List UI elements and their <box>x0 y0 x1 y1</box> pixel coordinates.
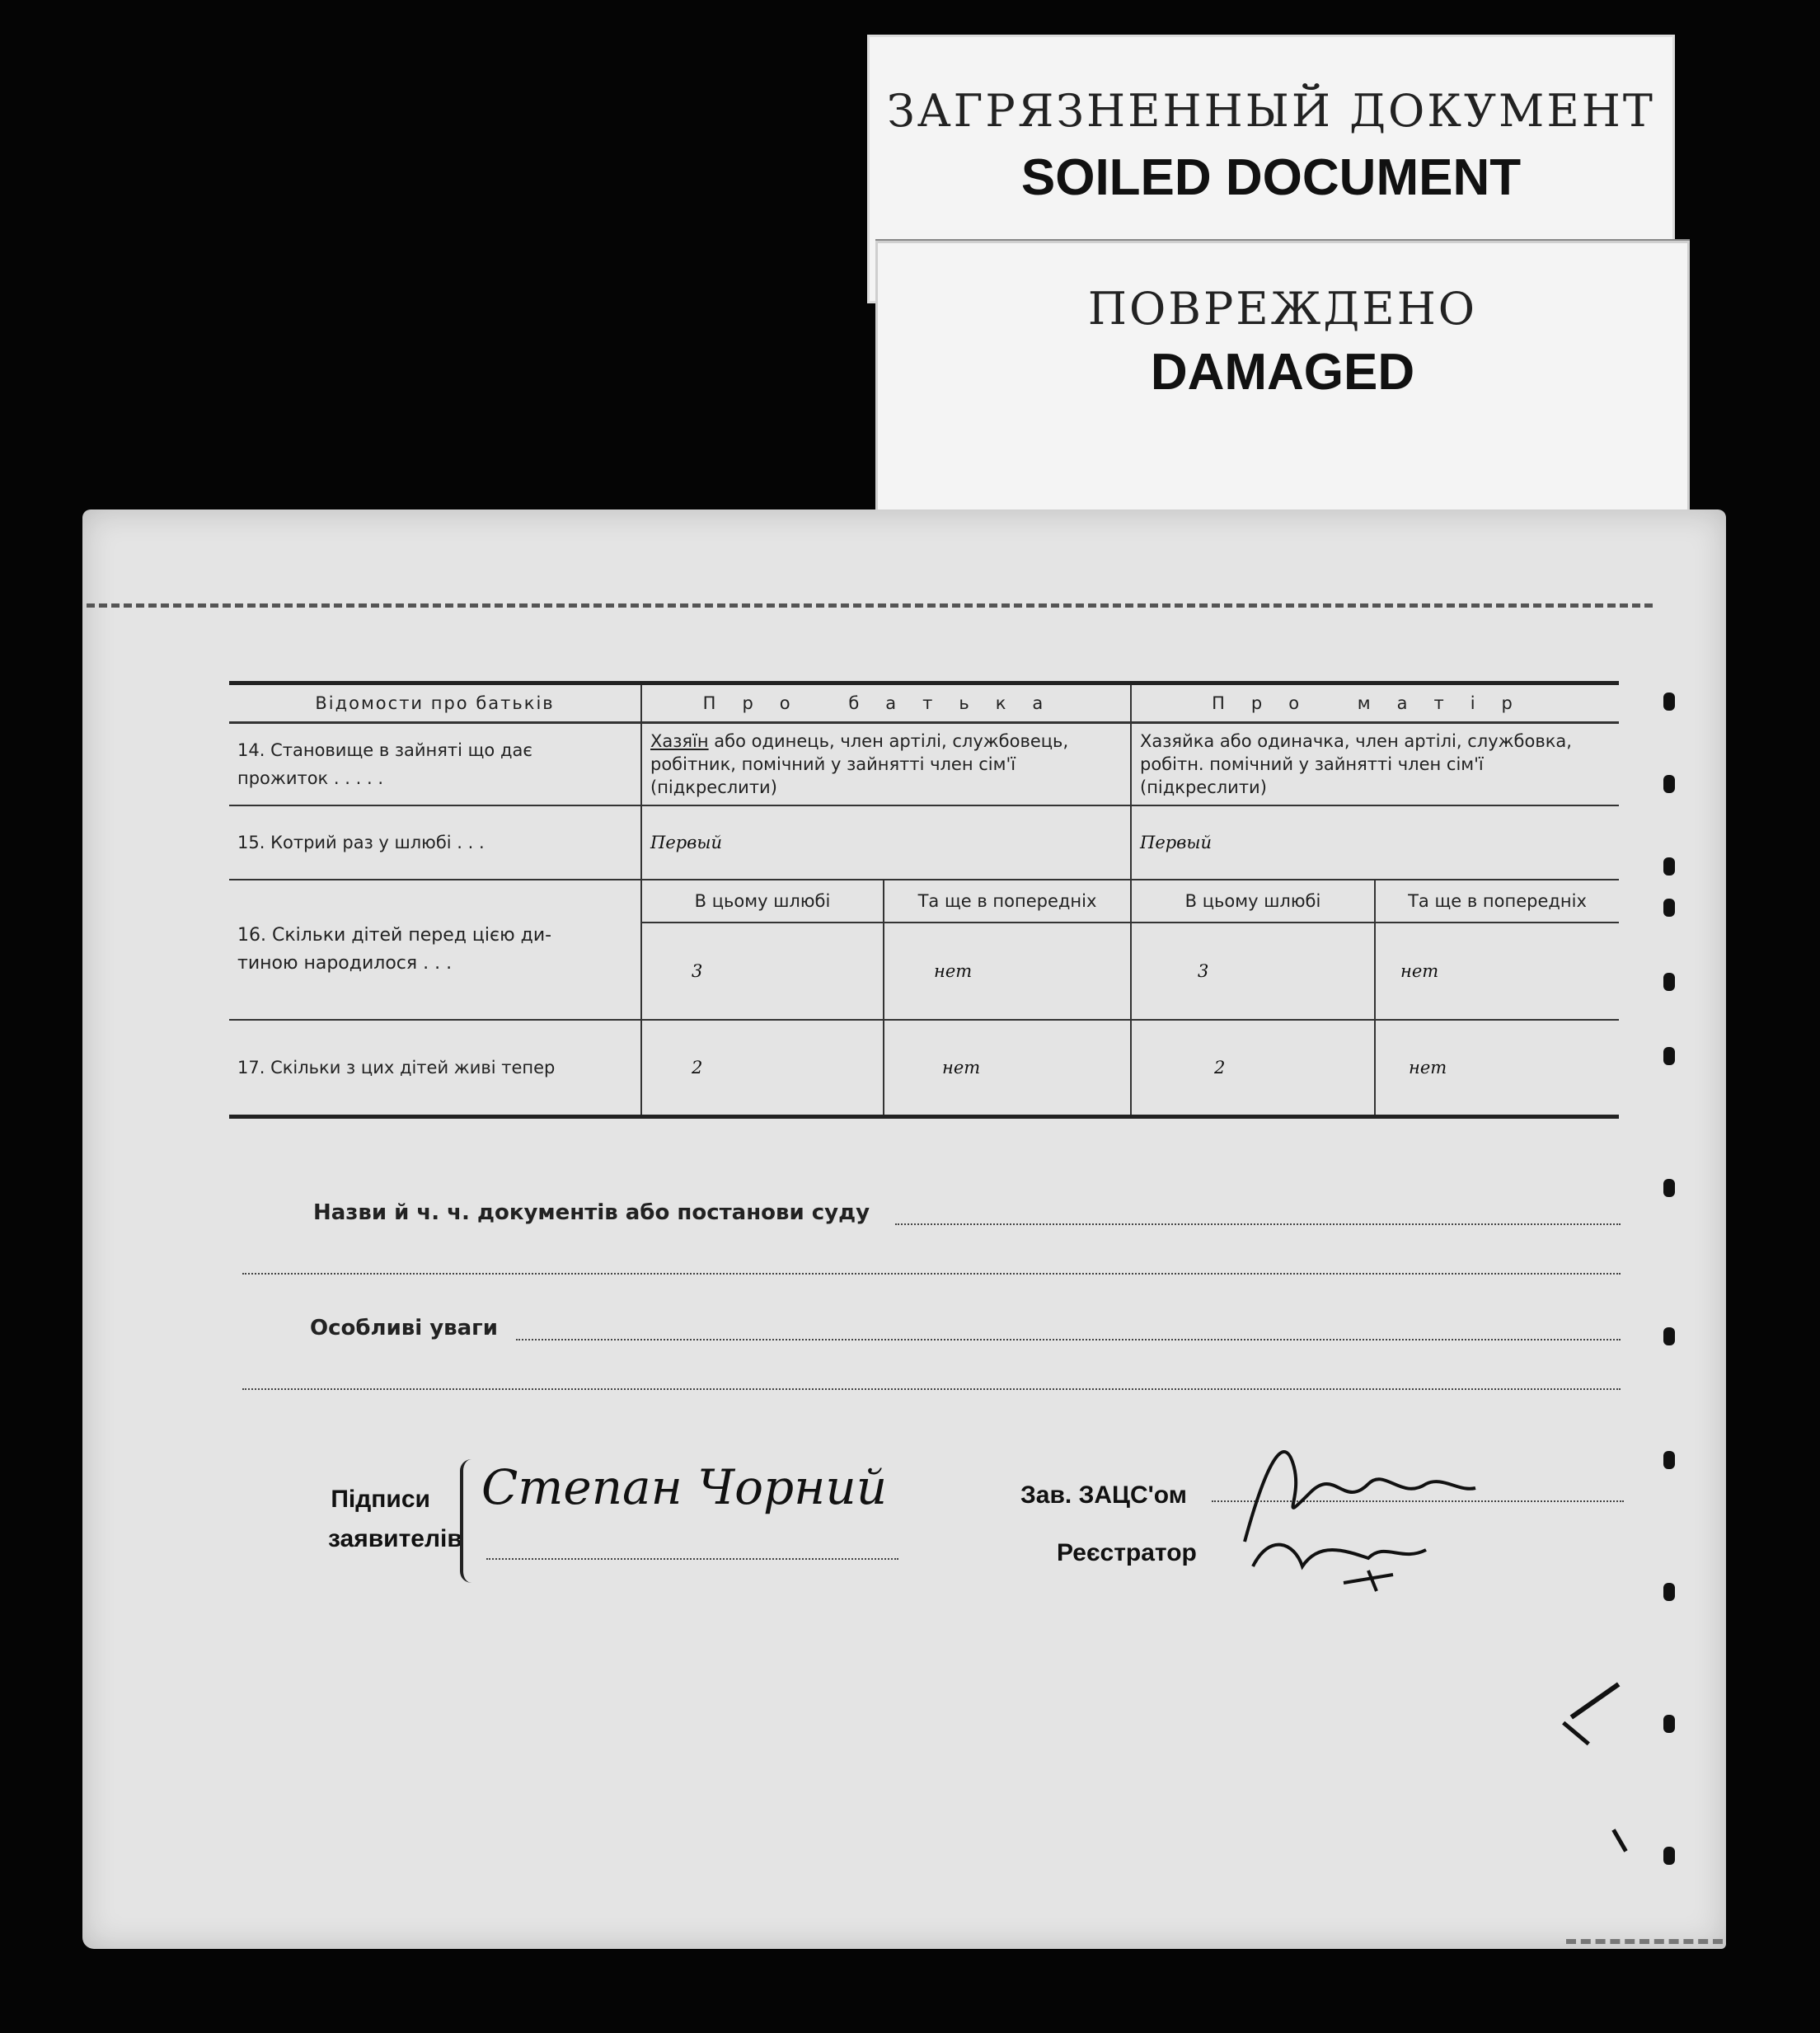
row16-label: 16. Скільки дітей перед цією ди- тиною народилося . . . <box>229 880 641 1020</box>
father-selected-option: Хазяїн <box>650 730 709 751</box>
row17-mother-this: 2 <box>1131 1020 1375 1117</box>
documents-label: Назви й ч. ч. документів або постанови суду <box>313 1200 870 1225</box>
applicant-signature-line <box>486 1558 898 1560</box>
sub-father-this-marriage: В цьому шлюбі <box>641 880 884 923</box>
parents-info-table <box>229 681 1619 1119</box>
row17-label: 17. Скільки з цих дітей живі тепер <box>229 1020 641 1117</box>
row14-label: 14. Становище в зайняті що дає прожиток . . . . . <box>229 723 641 805</box>
row16-mother-this: 3 <box>1131 923 1375 1020</box>
signatures-brace <box>460 1459 476 1583</box>
registrar-label: Реєстратор <box>1057 1539 1197 1566</box>
row16-father-this: 3 <box>641 923 884 1020</box>
row16-father-prev: нет <box>884 923 1131 1020</box>
perforation-line <box>87 603 1653 608</box>
soiled-label-ru: ЗАГРЯЗНЕННЫЙ ДОКУМЕНТ <box>887 85 1655 137</box>
sub-father-previous: Та ще в попередніх <box>884 880 1131 923</box>
header-about-father: Про батька <box>641 683 1131 723</box>
bottom-perforation <box>1566 1939 1723 1944</box>
header-about-mother: Про матір <box>1131 683 1619 723</box>
binding-holes <box>1663 693 1680 1880</box>
row14-mother-options: Хазяйка або одиначка, член артілі, службовка, робітн. помічний у зайнятті член сім'ї (підкреслити) <box>1131 723 1619 805</box>
row16-mother-prev: нет <box>1375 923 1619 1020</box>
header-parents-info: Відомости про батьків <box>229 683 641 723</box>
row15-label: 15. Котрий раз у шлюбі . . . <box>229 805 641 880</box>
row17-father-this: 2 <box>641 1020 884 1117</box>
row17-mother-prev: нет <box>1375 1020 1619 1117</box>
row15-father-value: Первый <box>641 805 1131 880</box>
registry-head-label: Зав. ЗАЦС'ом <box>1020 1481 1187 1509</box>
row15-mother-value: Первый <box>1131 805 1619 880</box>
row17-father-prev: нет <box>884 1020 1131 1117</box>
soiled-label-en: SOILED DOCUMENT <box>1020 149 1522 206</box>
notes-label: Особливі уваги <box>310 1316 498 1340</box>
documents-line-1 <box>895 1223 1621 1225</box>
damaged-label-ru: ПОВРЕЖДЕНО <box>1087 283 1478 335</box>
damaged-document-label <box>875 241 1690 518</box>
applicant-signature: Степан Чорний <box>481 1459 888 1515</box>
sub-mother-this-marriage: В цьому шлюбі <box>1131 880 1375 923</box>
sub-mother-previous: Та ще в попередніх <box>1375 880 1619 923</box>
row14-father-options: Хазяїн або одинець, член артілі, службовець, робітник, помічний у зайнятті член сім'ї (підкреслити) <box>641 723 1131 805</box>
documents-line-2 <box>242 1273 1621 1275</box>
notes-line-1 <box>516 1339 1621 1340</box>
applicants-signatures-label: Підписи заявителів <box>328 1486 462 1552</box>
damaged-label-en: DAMAGED <box>1150 344 1415 401</box>
notes-line-2 <box>242 1388 1621 1390</box>
head-signature-scribble <box>1220 1418 1484 1599</box>
